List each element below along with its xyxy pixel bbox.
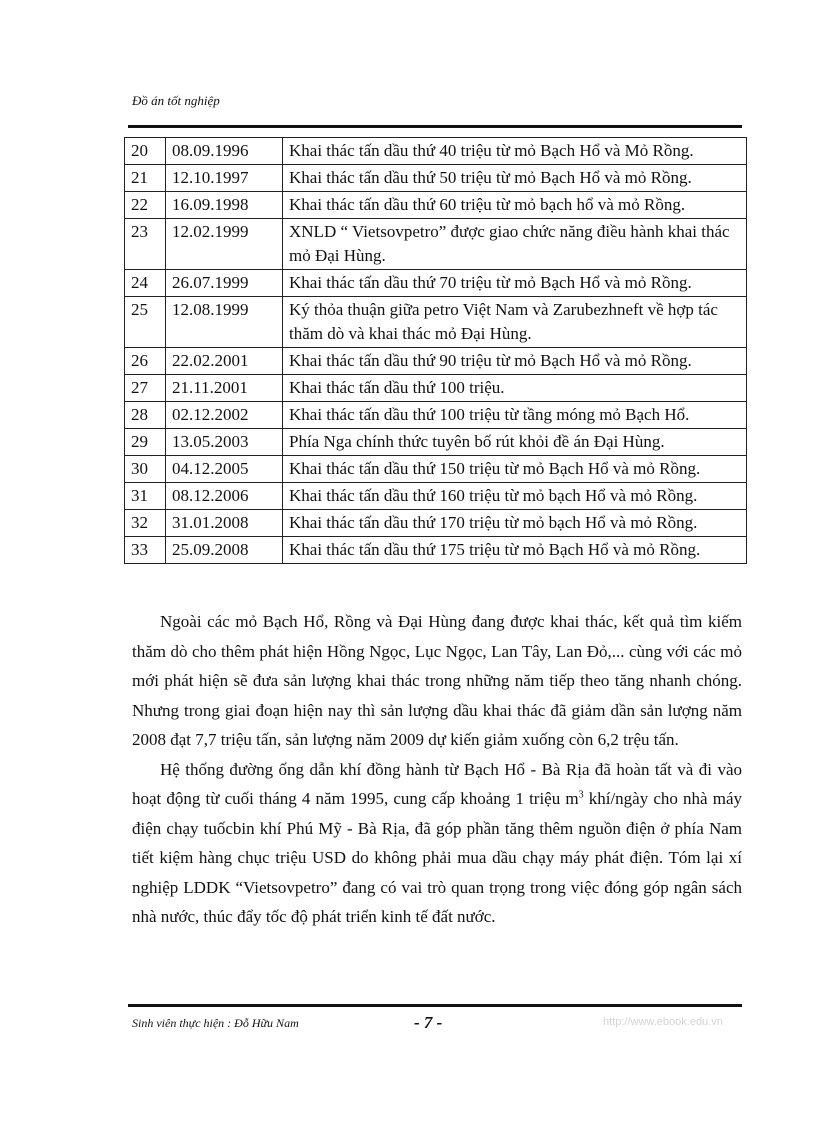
table-row <box>125 348 747 375</box>
table-row <box>125 138 747 165</box>
row-event: Khai thác tấn dầu thứ 90 triệu từ mỏ Bạch Hổ và mỏ Rồng. <box>283 348 747 375</box>
table-row <box>125 456 747 483</box>
row-number: 29 <box>125 429 166 456</box>
row-number: 30 <box>125 456 166 483</box>
footer-watermark-url: http://www.ebook.edu.vn <box>603 1016 723 1028</box>
row-number: 27 <box>125 375 166 402</box>
row-number: 20 <box>125 138 166 165</box>
row-event: Khai thác tấn dầu thứ 70 triệu từ mỏ Bạch Hổ và mỏ Rồng. <box>283 270 747 297</box>
row-date: 16.09.1998 <box>166 192 283 219</box>
row-number: 24 <box>125 270 166 297</box>
row-date: 04.12.2005 <box>166 456 283 483</box>
row-number: 33 <box>125 537 166 564</box>
table-row <box>125 375 747 402</box>
row-date: 08.09.1996 <box>166 138 283 165</box>
document-header-title: Đồ án tốt nghiệp <box>132 93 220 108</box>
row-number: 21 <box>125 165 166 192</box>
row-date: 22.02.2001 <box>166 348 283 375</box>
row-number: 32 <box>125 510 166 537</box>
row-event: Khai thác tấn dầu thứ 160 triệu từ mỏ bạch Hổ và mỏ Rồng. <box>283 483 747 510</box>
events-table <box>124 137 747 564</box>
row-date: 12.02.1999 <box>166 219 283 270</box>
body-text <box>132 607 742 932</box>
row-date: 12.08.1999 <box>166 297 283 348</box>
table-row <box>125 192 747 219</box>
row-event: Khai thác tấn dầu thứ 60 triệu từ mỏ bạch hổ và mỏ Rồng. <box>283 192 747 219</box>
page-number: - 7 - <box>414 1013 443 1032</box>
table-row <box>125 510 747 537</box>
row-number: 25 <box>125 297 166 348</box>
row-number: 23 <box>125 219 166 270</box>
row-event: Khai thác tấn dầu thứ 175 triệu từ mỏ Bạch Hổ và mỏ Rồng. <box>283 537 747 564</box>
row-event: Khai thác tấn dầu thứ 100 triệu. <box>283 375 747 402</box>
footer-student: Sinh viên thực hiện : Đỗ Hữu Nam <box>132 1016 299 1030</box>
row-event: Ký thỏa thuận giữa petro Việt Nam và Zarubezhneft về hợp tác thăm dò và khai thác mỏ Đại Hùng. <box>283 297 747 348</box>
table-row <box>125 537 747 564</box>
row-event: Khai thác tấn dầu thứ 170 triệu từ mỏ bạch Hổ và mỏ Rồng. <box>283 510 747 537</box>
table-row <box>125 483 747 510</box>
row-event: Khai thác tấn dầu thứ 40 triệu từ mỏ Bạch Hổ và Mỏ Rồng. <box>283 138 747 165</box>
row-date: 08.12.2006 <box>166 483 283 510</box>
header-divider <box>128 125 742 128</box>
cubic-superscript: 3 <box>578 789 584 801</box>
row-date: 12.10.1997 <box>166 165 283 192</box>
row-date: 31.01.2008 <box>166 510 283 537</box>
row-date: 02.12.2002 <box>166 402 283 429</box>
row-date: 26.07.1999 <box>166 270 283 297</box>
table-row <box>125 219 747 270</box>
row-number: 22 <box>125 192 166 219</box>
row-date: 13.05.2003 <box>166 429 283 456</box>
row-event: Phía Nga chính thức tuyên bố rút khỏi đề án Đại Hùng. <box>283 429 747 456</box>
row-event: XNLD “ Vietsovpetro” được giao chức năng điều hành khai thác mỏ Đại Hùng. <box>283 219 747 270</box>
table-row <box>125 297 747 348</box>
row-date: 25.09.2008 <box>166 537 283 564</box>
footer-divider <box>128 1004 742 1007</box>
paragraph-production: Ngoài các mỏ Bạch Hổ, Rồng và Đại Hùng đang được khai thác, kết quả tìm kiếm thăm dò cho thêm phát hiện Hồng Ngọc, Lục Ngọc, Lan Tây, Lan Đỏ,... cùng với các mỏ mới phát hiện sẽ đưa sản lượng khai thác trong những năm tiếp theo tăng nhanh chóng. Nhưng trong giai đoạn hiện nay thì sản lượng dầu khai thác đã giảm dần sản lượng năm 2008 đạt 7,7 triệu tấn, sản lượng năm 2009 dự kiến giảm xuống còn 6,2 trệu tấn. <box>132 612 742 749</box>
row-number: 28 <box>125 402 166 429</box>
row-event: Khai thác tấn dầu thứ 50 triệu từ mỏ Bạch Hổ và mỏ Rồng. <box>283 165 747 192</box>
paragraph-pipeline-part2: khí/ngày cho nhà máy điện chạy tuốcbin khí Phú Mỹ - Bà Rịa, đã góp phần tăng thêm nguồn điện ở phía Nam tiết kiệm hàng chục triệu USD do không phải mua dầu chạy máy phát điện. Tóm lại xí nghiệp LDDK “Vietsovpetro” đang có vai trò quan trọng trong việc đóng góp ngân sách nhà nước, thúc đẩy tốc độ phát triển kinh tế đất nước. <box>132 789 742 926</box>
table-row <box>125 429 747 456</box>
paragraph-pipeline <box>132 755 742 932</box>
table-row <box>125 165 747 192</box>
table-row <box>125 270 747 297</box>
row-number: 31 <box>125 483 166 510</box>
row-event: Khai thác tấn dầu thứ 100 triệu từ tầng móng mỏ Bạch Hổ. <box>283 402 747 429</box>
table-row <box>125 402 747 429</box>
row-event: Khai thác tấn dầu thứ 150 triệu từ mỏ Bạch Hổ và mỏ Rồng. <box>283 456 747 483</box>
row-date: 21.11.2001 <box>166 375 283 402</box>
row-number: 26 <box>125 348 166 375</box>
paragraph-pipeline-part1: Hệ thống đường ống dẫn khí đồng hành từ Bạch Hổ - Bà Rịa đã hoàn tất và đi vào hoạt động từ cuối tháng 4 năm 1995, cung cấp khoảng 1 triệu m <box>132 759 742 808</box>
